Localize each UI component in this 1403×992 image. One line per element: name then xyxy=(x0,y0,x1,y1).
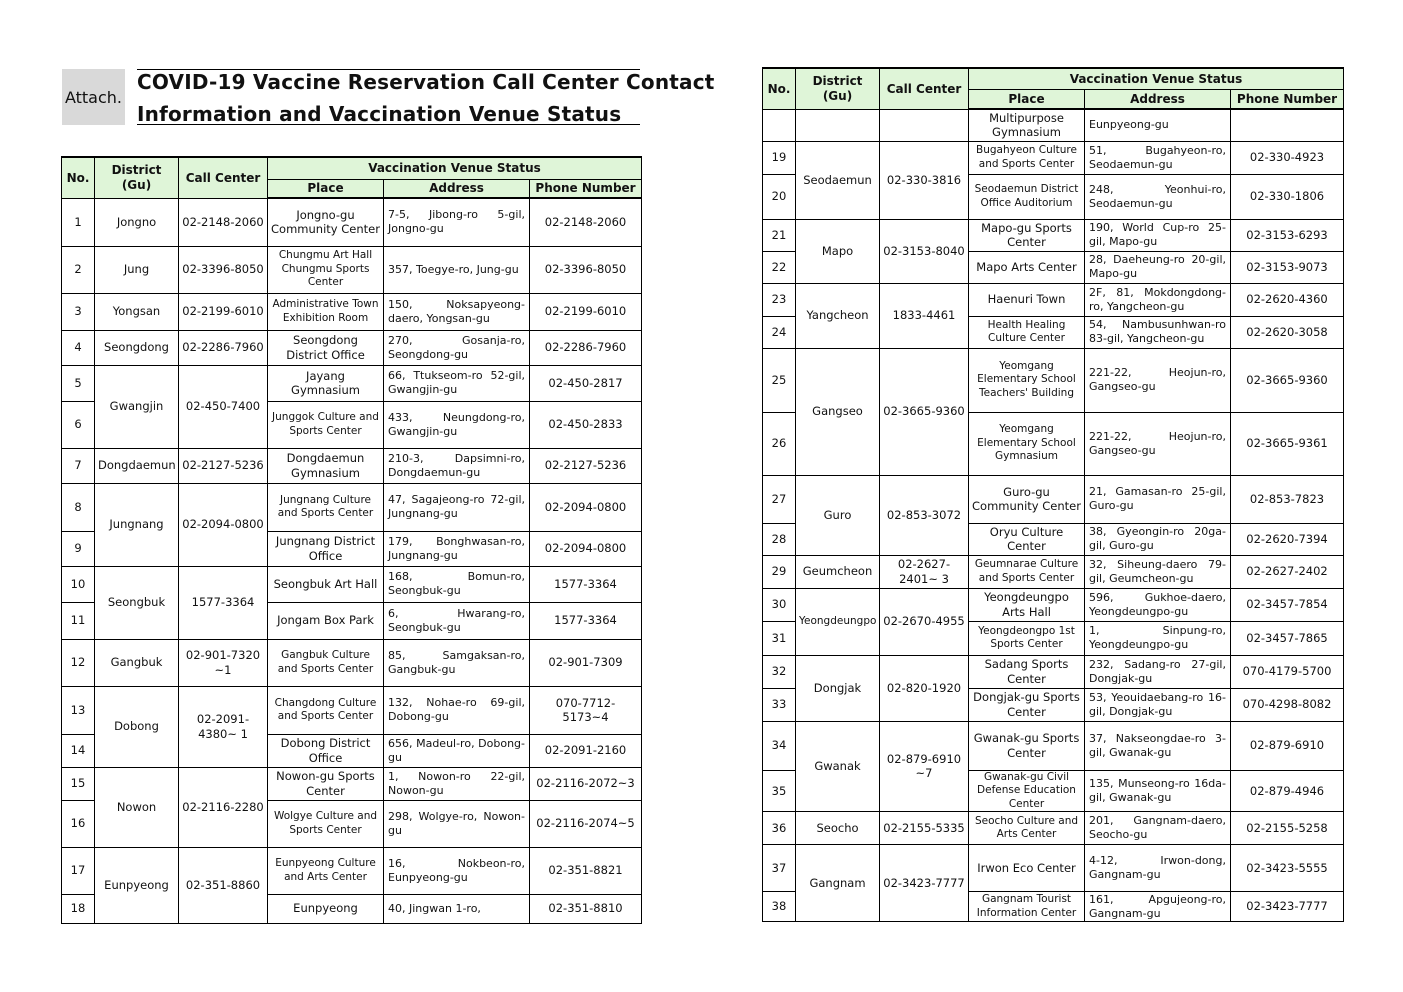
address-cell: 7-5, Jibong-ro 5-gil, Jongno-gu xyxy=(384,198,530,246)
phone-cell: 02-3423-5555 xyxy=(1231,845,1344,892)
table-row xyxy=(62,639,642,686)
address-cell: 298, Wolgye-ro, Nowon-gu xyxy=(384,800,530,847)
place-cell: Wolgye Culture and Sports Center xyxy=(268,800,384,847)
table-row xyxy=(763,109,1344,141)
header-phone: Phone Number xyxy=(1231,89,1344,109)
place-cell: Multipurpose Gymnasium xyxy=(969,109,1085,141)
row-number xyxy=(763,109,796,141)
place-cell: Jayang Gymnasium xyxy=(268,365,384,401)
header-no: No. xyxy=(62,157,95,198)
phone-cell: 02-330-1806 xyxy=(1231,174,1344,219)
phone-cell: 02-2094-0800 xyxy=(530,531,642,566)
row-number: 34 xyxy=(763,721,796,770)
phone-cell: 02-2116-2074~5 xyxy=(530,800,642,847)
district-cell: Seodaemun xyxy=(796,141,880,219)
table-row xyxy=(62,566,642,602)
phone-cell: 070-7712-5173~4 xyxy=(530,686,642,734)
table-row xyxy=(62,198,642,246)
address-cell: 161, Apgujeong-ro, Gangnam-gu xyxy=(1085,892,1231,922)
address-cell: 190, World Cup-ro 25-gil, Mapo-gu xyxy=(1085,219,1231,251)
row-number: 4 xyxy=(62,330,95,365)
district-cell: Gangbuk xyxy=(95,639,179,686)
address-cell: 135, Munseong-ro 16da-gil, Gwanak-gu xyxy=(1085,770,1231,812)
address-cell: 54, Nambusunhwan-ro 83-gil, Yangcheon-gu xyxy=(1085,316,1231,348)
address-cell: 51, Bugahyeon-ro, Seodaemun-gu xyxy=(1085,141,1231,174)
place-cell: Yeongdeongpo 1st Sports Center xyxy=(969,621,1085,655)
header-venue-status: Vaccination Venue Status xyxy=(969,68,1344,89)
call-center-cell: 02-2286-7960 xyxy=(179,330,268,365)
place-cell: Administrative Town Exhibition Room xyxy=(268,293,384,330)
place-cell: Gwanak-gu Sports Center xyxy=(969,721,1085,770)
row-number: 13 xyxy=(62,686,95,734)
call-center-cell: 02-3153-8040 xyxy=(880,219,969,283)
call-center-cell: 02-2127-5236 xyxy=(179,448,268,483)
address-cell: 6, Hwarang-ro, Seongbuk-gu xyxy=(384,602,530,639)
row-number: 32 xyxy=(763,655,796,688)
row-number: 27 xyxy=(763,475,796,523)
row-number: 18 xyxy=(62,894,95,923)
row-number: 8 xyxy=(62,483,95,531)
phone-cell: 02-351-8810 xyxy=(530,894,642,923)
place-cell: Mapo-gu Sports Center xyxy=(969,219,1085,251)
phone-cell: 1577-3364 xyxy=(530,566,642,602)
title-line-1: COVID-19 Vaccine Reservation Call Center Contact xyxy=(137,70,715,94)
phone-cell: 02-853-7823 xyxy=(1231,475,1344,523)
header-district: District (Gu) xyxy=(95,157,179,198)
row-number: 3 xyxy=(62,293,95,330)
place-cell: Mapo Arts Center xyxy=(969,251,1085,283)
call-center-cell: 02-853-3072 xyxy=(880,475,969,555)
row-number: 19 xyxy=(763,141,796,174)
district-cell: Nowon xyxy=(95,767,179,847)
address-cell: 150, Noksapyeong-daero, Yongsan-gu xyxy=(384,293,530,330)
header-place: Place xyxy=(268,179,384,198)
district-cell: Seocho xyxy=(796,812,880,845)
phone-cell: 02-450-2817 xyxy=(530,365,642,401)
place-cell: Yeongdeungpo Arts Hall xyxy=(969,588,1085,621)
table-row xyxy=(62,448,642,483)
place-cell: Eunpyeong xyxy=(268,894,384,923)
header-venue-status: Vaccination Venue Status xyxy=(268,157,642,179)
row-number: 29 xyxy=(763,555,796,588)
phone-cell: 02-2148-2060 xyxy=(530,198,642,246)
place-cell: Junggok Culture and Sports Center xyxy=(268,401,384,448)
phone-cell: 02-2127-5236 xyxy=(530,448,642,483)
table-row xyxy=(763,475,1344,523)
phone-cell: 02-2627-2402 xyxy=(1231,555,1344,588)
call-center-cell: 02-2091-4380~ 1 xyxy=(179,686,268,767)
phone-cell: 02-2155-5258 xyxy=(1231,812,1344,845)
phone-cell: 02-2091-2160 xyxy=(530,734,642,767)
district-cell: Dongdaemun xyxy=(95,448,179,483)
place-cell: Dobong District Office xyxy=(268,734,384,767)
place-cell: Gangnam Tourist Information Center xyxy=(969,892,1085,922)
row-number: 2 xyxy=(62,246,95,293)
table-row xyxy=(763,812,1344,845)
header-address: Address xyxy=(384,179,530,198)
phone-cell: 02-2116-2072~3 xyxy=(530,767,642,800)
row-number: 36 xyxy=(763,812,796,845)
attach-label: Attach. xyxy=(62,69,125,125)
call-center-cell: 02-820-1920 xyxy=(880,655,969,721)
table-row xyxy=(763,655,1344,688)
row-number: 30 xyxy=(763,588,796,621)
district-cell: Seongdong xyxy=(95,330,179,365)
district-cell: Jung xyxy=(95,246,179,293)
place-cell: Gwanak-gu Civil Defense Education Center xyxy=(969,770,1085,812)
address-cell: 201, Gangnam-daero, Seocho-gu xyxy=(1085,812,1231,845)
district-cell: Dobong xyxy=(95,686,179,767)
table-row xyxy=(62,686,642,734)
call-center-cell: 1833-4461 xyxy=(880,283,969,348)
place-cell: Haenuri Town xyxy=(969,283,1085,316)
district-cell: Guro xyxy=(796,475,880,555)
address-cell: 4-12, Irwon-dong, Gangnam-gu xyxy=(1085,845,1231,892)
place-cell: Jongam Box Park xyxy=(268,602,384,639)
district-cell: Gangseo xyxy=(796,348,880,475)
header-no: No. xyxy=(763,68,796,109)
address-cell: 53, Yeouidaebang-ro 16-gil, Dongjak-gu xyxy=(1085,688,1231,721)
row-number: 21 xyxy=(763,219,796,251)
venue-table-left xyxy=(61,156,642,924)
row-number: 26 xyxy=(763,412,796,475)
phone-cell: 02-2199-6010 xyxy=(530,293,642,330)
address-cell: 28, Daeheung-ro 20-gil, Mapo-gu xyxy=(1085,251,1231,283)
phone-cell: 02-3457-7865 xyxy=(1231,621,1344,655)
address-cell: 21, Gamasan-ro 25-gil, Guro-gu xyxy=(1085,475,1231,523)
phone-cell: 02-2620-7394 xyxy=(1231,523,1344,555)
phone-cell: 02-3665-9360 xyxy=(1231,348,1344,412)
row-number: 38 xyxy=(763,892,796,922)
row-number: 33 xyxy=(763,688,796,721)
phone-cell: 02-2094-0800 xyxy=(530,483,642,531)
place-cell: Gangbuk Culture and Sports Center xyxy=(268,639,384,686)
place-cell: Eunpyeong Culture and Arts Center xyxy=(268,847,384,894)
call-center-cell: 1577-3364 xyxy=(179,566,268,639)
row-number: 24 xyxy=(763,316,796,348)
phone-cell: 02-3423-7777 xyxy=(1231,892,1344,922)
address-cell: 32, Siheung-daero 79-gil, Geumcheon-gu xyxy=(1085,555,1231,588)
call-center-cell: 02-2155-5335 xyxy=(880,812,969,845)
address-cell: 168, Bomun-ro, Seongbuk-gu xyxy=(384,566,530,602)
place-cell: Jungnang District Office xyxy=(268,531,384,566)
call-center-cell: 02-351-8860 xyxy=(179,847,268,923)
table-row xyxy=(763,555,1344,588)
row-number: 28 xyxy=(763,523,796,555)
address-cell: 16, Nokbeon-ro, Eunpyeong-gu xyxy=(384,847,530,894)
table-row xyxy=(763,141,1344,174)
call-center-cell: 02-901-7320 ~1 xyxy=(179,639,268,686)
district-cell: Gangnam xyxy=(796,845,880,922)
address-cell: 221-22, Heojun-ro, Gangseo-gu xyxy=(1085,348,1231,412)
row-number: 31 xyxy=(763,621,796,655)
row-number: 22 xyxy=(763,251,796,283)
table-row xyxy=(62,365,642,401)
call-center-cell: 02-3423-7777 xyxy=(880,845,969,922)
row-number: 15 xyxy=(62,767,95,800)
district-cell: Mapo xyxy=(796,219,880,283)
place-cell: Geumnarae Culture and Sports Center xyxy=(969,555,1085,588)
place-cell: Oryu Culture Center xyxy=(969,523,1085,555)
address-cell: 1, Sinpung-ro, Yeongdeungpo-gu xyxy=(1085,621,1231,655)
place-cell: Nowon-gu Sports Center xyxy=(268,767,384,800)
phone-cell: 02-330-4923 xyxy=(1231,141,1344,174)
row-number: 6 xyxy=(62,401,95,448)
row-number: 9 xyxy=(62,531,95,566)
row-number: 12 xyxy=(62,639,95,686)
header-district: District (Gu) xyxy=(796,68,880,109)
row-number: 25 xyxy=(763,348,796,412)
phone-cell: 02-879-6910 xyxy=(1231,721,1344,770)
phone-cell: 070-4298-8082 xyxy=(1231,688,1344,721)
address-cell: 40, Jingwan 1-ro, xyxy=(384,894,530,923)
district-cell: Eunpyeong xyxy=(95,847,179,923)
place-cell: Yeomgang Elementary School Teachers' Building xyxy=(969,348,1085,412)
venue-table-right xyxy=(762,67,1344,922)
phone-cell: 1577-3364 xyxy=(530,602,642,639)
place-cell: Bugahyeon Culture and Sports Center xyxy=(969,141,1085,174)
header-phone: Phone Number xyxy=(530,179,642,198)
call-center-cell: 02-2670-4955 xyxy=(880,588,969,655)
place-cell: Yeomgang Elementary School Gymnasium xyxy=(969,412,1085,475)
table-row xyxy=(62,293,642,330)
table-row xyxy=(763,283,1344,316)
call-center-cell: 02-3396-8050 xyxy=(179,246,268,293)
place-cell: Dongjak-gu Sports Center xyxy=(969,688,1085,721)
district-cell: Jungnang xyxy=(95,483,179,566)
phone-cell: 02-3665-9361 xyxy=(1231,412,1344,475)
row-number: 20 xyxy=(763,174,796,219)
district-cell: Yangcheon xyxy=(796,283,880,348)
phone-cell xyxy=(1231,109,1344,141)
row-number: 35 xyxy=(763,770,796,812)
table-row xyxy=(763,588,1344,621)
address-cell: 37, Nakseongdae-ro 3-gil, Gwanak-gu xyxy=(1085,721,1231,770)
table-row xyxy=(763,721,1344,770)
row-number: 10 xyxy=(62,566,95,602)
address-cell: 179, Bonghwasan-ro, Jungnang-gu xyxy=(384,531,530,566)
phone-cell: 02-3153-6293 xyxy=(1231,219,1344,251)
phone-cell: 02-2286-7960 xyxy=(530,330,642,365)
place-cell: Jungnang Culture and Sports Center xyxy=(268,483,384,531)
place-cell: Seodaemun District Office Auditorium xyxy=(969,174,1085,219)
place-cell: Sadang Sports Center xyxy=(969,655,1085,688)
phone-cell: 02-450-2833 xyxy=(530,401,642,448)
call-center-cell: 02-2116-2280 xyxy=(179,767,268,847)
header-call-center: Call Center xyxy=(179,157,268,198)
title-rule-bottom xyxy=(137,124,640,125)
call-center-cell: 02-2148-2060 xyxy=(179,198,268,246)
address-cell: 47, Sagajeong-ro 72-gil, Jungnang-gu xyxy=(384,483,530,531)
address-cell: 248, Yeonhui-ro, Seodaemun-gu xyxy=(1085,174,1231,219)
district-cell: Geumcheon xyxy=(796,555,880,588)
phone-cell: 070-4179-5700 xyxy=(1231,655,1344,688)
address-cell: 38, Gyeongin-ro 20ga-gil, Guro-gu xyxy=(1085,523,1231,555)
table-row xyxy=(62,330,642,365)
call-center-cell xyxy=(880,109,969,141)
district-cell: Gwanak xyxy=(796,721,880,812)
district-cell: Dongjak xyxy=(796,655,880,721)
phone-cell: 02-901-7309 xyxy=(530,639,642,686)
phone-cell: 02-2620-4360 xyxy=(1231,283,1344,316)
district-cell: Yeongdeungpo xyxy=(796,588,880,655)
district-cell: Gwangjin xyxy=(95,365,179,448)
table-row xyxy=(62,847,642,894)
title-line-2: Information and Vaccination Venue Status xyxy=(137,102,622,126)
place-cell: Seongbuk Art Hall xyxy=(268,566,384,602)
address-cell: 221-22, Heojun-ro, Gangseo-gu xyxy=(1085,412,1231,475)
table-row xyxy=(62,246,642,293)
row-number: 17 xyxy=(62,847,95,894)
address-cell: 433, Neungdong-ro, Gwangjin-gu xyxy=(384,401,530,448)
address-cell: 270, Gosanja-ro, Seongdong-gu xyxy=(384,330,530,365)
place-cell: Chungmu Art Hall Chungmu Sports Center xyxy=(268,246,384,293)
address-cell: 232, Sadang-ro 27-gil, Dongjak-gu xyxy=(1085,655,1231,688)
call-center-cell: 02-450-7400 xyxy=(179,365,268,448)
place-cell: Jongno-gu Community Center xyxy=(268,198,384,246)
table-body xyxy=(62,198,642,923)
call-center-cell: 02-3665-9360 xyxy=(880,348,969,475)
address-cell: 85, Samgaksan-ro, Gangbuk-gu xyxy=(384,639,530,686)
place-cell: Dongdaemun Gymnasium xyxy=(268,448,384,483)
row-number: 14 xyxy=(62,734,95,767)
place-cell: Seocho Culture and Arts Center xyxy=(969,812,1085,845)
place-cell: Guro-gu Community Center xyxy=(969,475,1085,523)
call-center-cell: 02-2199-6010 xyxy=(179,293,268,330)
address-cell: Eunpyeong-gu xyxy=(1085,109,1231,141)
header-place: Place xyxy=(969,89,1085,109)
row-number: 5 xyxy=(62,365,95,401)
address-cell: 66, Ttukseom-ro 52-gil, Gwangjin-gu xyxy=(384,365,530,401)
place-cell: Irwon Eco Center xyxy=(969,845,1085,892)
call-center-cell: 02-2094-0800 xyxy=(179,483,268,566)
place-cell: Health Healing Culture Center xyxy=(969,316,1085,348)
place-cell: Changdong Culture and Sports Center xyxy=(268,686,384,734)
place-cell: Seongdong District Office xyxy=(268,330,384,365)
header-address: Address xyxy=(1085,89,1231,109)
address-cell: 132, Nohae-ro 69-gil, Dobong-gu xyxy=(384,686,530,734)
address-cell: 656, Madeul-ro, Dobong-gu xyxy=(384,734,530,767)
row-number: 16 xyxy=(62,800,95,847)
phone-cell: 02-879-4946 xyxy=(1231,770,1344,812)
call-center-cell: 02-2627-2401~ 3 xyxy=(880,555,969,588)
district-cell: Seongbuk xyxy=(95,566,179,639)
table-row xyxy=(62,483,642,531)
row-number: 23 xyxy=(763,283,796,316)
row-number: 11 xyxy=(62,602,95,639)
table-row xyxy=(763,219,1344,251)
table-row xyxy=(763,845,1344,892)
table-row xyxy=(62,767,642,800)
row-number: 37 xyxy=(763,845,796,892)
header-call-center: Call Center xyxy=(880,68,969,109)
phone-cell: 02-351-8821 xyxy=(530,847,642,894)
call-center-cell: 02-330-3816 xyxy=(880,141,969,219)
document-title xyxy=(137,66,715,130)
row-number: 7 xyxy=(62,448,95,483)
phone-cell: 02-3457-7854 xyxy=(1231,588,1344,621)
address-cell: 2F, 81, Mokdongdong-ro, Yangcheon-gu xyxy=(1085,283,1231,316)
district-cell xyxy=(796,109,880,141)
phone-cell: 02-2620-3058 xyxy=(1231,316,1344,348)
district-cell: Yongsan xyxy=(95,293,179,330)
phone-cell: 02-3153-9073 xyxy=(1231,251,1344,283)
table-row xyxy=(763,348,1344,412)
address-cell: 1, Nowon-ro 22-gil, Nowon-gu xyxy=(384,767,530,800)
address-cell: 596, Gukhoe-daero, Yeongdeungpo-gu xyxy=(1085,588,1231,621)
row-number: 1 xyxy=(62,198,95,246)
district-cell: Jongno xyxy=(95,198,179,246)
phone-cell: 02-3396-8050 xyxy=(530,246,642,293)
address-cell: 357, Toegye-ro, Jung-gu xyxy=(384,246,530,293)
address-cell: 210-3, Dapsimni-ro, Dongdaemun-gu xyxy=(384,448,530,483)
table-body xyxy=(763,109,1344,922)
call-center-cell: 02-879-6910 ~7 xyxy=(880,721,969,812)
